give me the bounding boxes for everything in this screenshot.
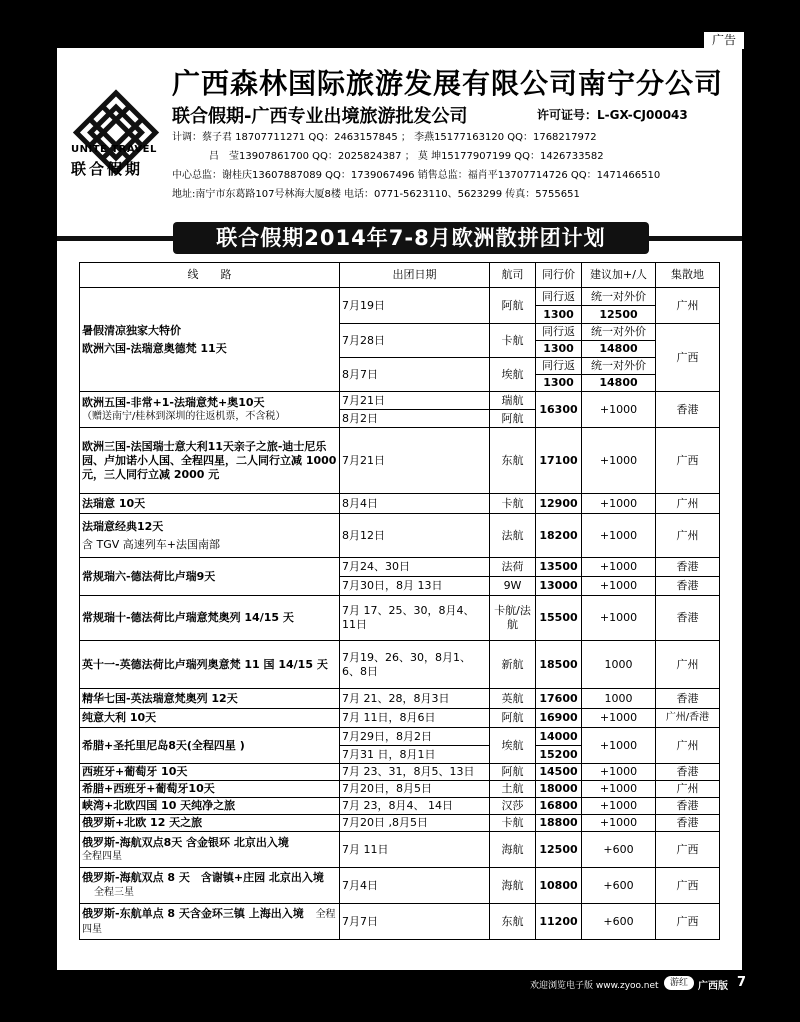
route-note: 全程四星 [82,850,122,862]
airline-cell: 东航 [490,904,536,940]
airline-cell: 法航 [490,514,536,558]
departure-cell: 广西 [656,868,720,904]
peer-price: 11200 [536,904,582,940]
peer-price: 17600 [536,689,582,709]
date-cell: 7月 11日，8月6日 [340,709,490,728]
route-cell: 常规瑞十-德法荷比卢瑞意梵奥列 14/15 天 [80,596,340,641]
table-header-row [80,263,720,288]
peer-price: 16800 [536,798,582,815]
table-row [80,428,720,494]
route-note: 全程四星 [82,908,336,935]
addon-price: +1000 [582,596,656,641]
airline-cell: 海航 [490,832,536,868]
peer-price: 12500 [536,832,582,868]
date-cell: 7月4日 [340,868,490,904]
company-subtitle: 联合假期-广西专业出境旅游批发公司 [172,106,468,127]
ad-tag: 广告 [703,31,745,50]
airline-cell: 卡航 [490,494,536,514]
addon-price: +1000 [582,728,656,764]
airline-cell: 阿航 [490,764,536,781]
date-cell: 7月29日，8月2日 [340,728,490,746]
peer-label: 同行返 [536,324,582,341]
table-row [80,904,720,940]
header-addon: 建议加+/人 [582,263,656,288]
date-cell: 7月 23、31，8月5、13日 [340,764,490,781]
date-cell: 7月 11日 [340,832,490,868]
peer-price: 13500 [536,558,582,577]
departure-cell: 香港 [656,392,720,428]
addon-price: +600 [582,868,656,904]
addon-price: +1000 [582,392,656,428]
endless-knot-logo-icon [69,60,164,210]
peer-price: 16900 [536,709,582,728]
departure-cell: 香港 [656,596,720,641]
departure-cell: 香港 [656,764,720,781]
date-cell: 7月 17、25、30，8月4、11日 [340,596,490,641]
peer-price: 15500 [536,596,582,641]
header-airline: 航司 [490,263,536,288]
airline-cell: 卡航/法航 [490,596,536,641]
date-cell: 8月2日 [340,410,490,428]
airline-cell: 英航 [490,689,536,709]
airline-cell: 汉莎 [490,798,536,815]
page-number: 7 [737,975,747,990]
peer-price: 14500 [536,764,582,781]
price-label: 统一对外价 [582,324,656,341]
table-row [80,558,720,577]
table-row [80,815,720,832]
addon-price: +1000 [582,577,656,596]
departure-cell: 广西 [656,904,720,940]
airline-cell: 瑞航 [490,392,536,410]
departure-cell: 广州 [656,288,720,324]
route-cell: 常规瑞六-德法荷比卢瑞9天 [80,558,340,596]
table-row [80,514,720,558]
contact-line: 计调：蔡子君 18707711271 QQ：2463157845 ； 李燕15177163120 QQ：1768217972 [172,132,597,143]
date-cell: 8月7日 [340,358,490,392]
airline-cell: 9W [490,577,536,596]
footer-logo: 游红 [664,976,694,990]
date-cell: 7月24、30日 [340,558,490,577]
addon-price: +1000 [582,798,656,815]
airline-cell: 埃航 [490,358,536,392]
contact-line: 中心总监：谢桂庆13607887089 QQ：1739067496 销售总监：福肖平13707714726 QQ：1471466510 [172,170,661,181]
date-cell: 7月31 日，8月1日 [340,746,490,764]
departure-cell: 香港 [656,815,720,832]
peer-price: 18200 [536,514,582,558]
peer-price: 18800 [536,815,582,832]
departure-cell: 广西 [656,324,720,392]
address-line: 地址:南宁市东葛路107号林海大厦8楼 电话：0771-5623110、5623299 传真：5755651 [172,189,580,200]
ad-page [57,48,742,970]
table-row [80,709,720,728]
peer-price: 12900 [536,494,582,514]
date-cell: 7月19日 [340,288,490,324]
route-subtitle: 欧洲六国-法瑞意奥德梵 11天 [82,341,227,355]
departure-cell: 广州 [656,641,720,689]
peer-label: 同行返 [536,358,582,375]
table-row [80,728,720,746]
footer-edition: 广西版 [698,981,728,992]
addon-price: +1000 [582,815,656,832]
license-number: 许可证号：L-GX-CJ00043 [537,108,688,122]
airline-cell: 阿航 [490,410,536,428]
departure-cell: 广州 [656,494,720,514]
company-name: 广西森林国际旅游发展有限公司南宁分公司 [172,67,724,100]
table-row [80,288,720,306]
airline-cell: 海航 [490,868,536,904]
departure-cell: 广州 [656,514,720,558]
route-title: 法瑞意经典12天 [82,519,164,533]
unified-price: 14800 [582,375,656,392]
route-cell [80,868,340,904]
table-row [80,689,720,709]
route-title: 俄罗斯-海航双点 8 天 含谢镇+庄园 北京出入境 [82,871,324,884]
table-row [80,392,720,410]
route-title: 俄罗斯-东航单点 8 天含金环三镇 上海出入境 [82,906,304,920]
date-cell: 7月20日，8月5日 [340,781,490,798]
airline-cell: 卡航 [490,815,536,832]
table-row [80,641,720,689]
table-row [80,596,720,641]
peer-price: 18000 [536,781,582,798]
route-cell: 欧洲三国-法国瑞士意大利11天亲子之旅-迪士尼乐园、卢加诺小人国、全程四星，二人同行立减 1000 元，三人同行立减 2000 元 [80,428,340,494]
table-row [80,494,720,514]
footer-website: 欢迎浏览电子版 www.zyoo.net [530,981,659,991]
airline-cell: 土航 [490,781,536,798]
contact-line: 吕 莹13907861700 QQ：2025824387 ； 莫 坤15177907199 QQ：1426733582 [209,151,604,162]
route-cell: 法瑞意 10天 [80,494,340,514]
addon-price: +600 [582,904,656,940]
peer-price: 1300 [536,375,582,392]
peer-price: 17100 [536,428,582,494]
date-cell: 7月 21、28，8月3日 [340,689,490,709]
header-route: 线 路 [80,263,340,288]
peer-price: 15200 [536,746,582,764]
addon-price: +1000 [582,428,656,494]
departure-cell: 香港 [656,577,720,596]
airline-cell: 东航 [490,428,536,494]
route-cell: 峡湾+北欧四国 10 天纯净之旅 [80,798,340,815]
route-cell: 西班牙+葡萄牙 10天 [80,764,340,781]
table-row [80,798,720,815]
date-cell: 7月7日 [340,904,490,940]
departure-cell: 广州 [656,728,720,764]
peer-price: 1300 [536,306,582,324]
departure-cell: 香港 [656,689,720,709]
route-cell [80,514,340,558]
addon-price: 1000 [582,689,656,709]
date-cell: 8月12日 [340,514,490,558]
peer-price: 13000 [536,577,582,596]
unified-price: 14800 [582,341,656,358]
route-cell [80,832,340,868]
route-subtitle: 含 TGV 高速列车+法国南部 [82,537,220,551]
departure-cell: 广州/香港 [656,709,720,728]
peer-price: 10800 [536,868,582,904]
header-departure: 集散地 [656,263,720,288]
departure-cell: 香港 [656,798,720,815]
route-note: 全程三星 [94,887,134,898]
table-row [80,832,720,868]
date-cell: 7月21日 [340,392,490,410]
addon-price: +1000 [582,764,656,781]
table-row [80,781,720,798]
page-title: 联合假期2014年7-8月欧洲散拼团计划 [173,222,649,254]
date-cell: 7月 23，8月4、 14日 [340,798,490,815]
peer-price: 18500 [536,641,582,689]
addon-price: +600 [582,832,656,868]
airline-cell: 法荷 [490,558,536,577]
route-cell [80,392,340,428]
addon-price: +1000 [582,709,656,728]
route-cell: 俄罗斯+北欧 12 天之旅 [80,815,340,832]
header [57,48,742,210]
addon-price: +1000 [582,558,656,577]
date-cell: 7月30日，8月 13日 [340,577,490,596]
logo-chinese: 联合假期 [71,160,144,178]
peer-label: 同行返 [536,288,582,306]
route-cell: 纯意大利 10天 [80,709,340,728]
route-note: （赠送南宁/桂林到深圳的往返机票，不含税） [82,410,286,422]
route-title: 欧洲五国-非常+1-法瑞意梵+奥10天 [82,395,265,409]
date-cell: 8月4日 [340,494,490,514]
route-cell: 精华七国-英法瑞意梵奥列 12天 [80,689,340,709]
tour-table [79,262,720,940]
unified-price: 12500 [582,306,656,324]
price-label: 统一对外价 [582,288,656,306]
route-cell: 希腊+西班牙+葡萄牙10天 [80,781,340,798]
date-cell: 7月28日 [340,324,490,358]
addon-price: +1000 [582,514,656,558]
route-title: 暑假清凉独家大特价 [82,323,181,337]
departure-cell: 广州 [656,781,720,798]
table-row [80,868,720,904]
logo-english: UNITE TRAVEL [71,144,157,155]
date-cell: 7月20日 ,8月5日 [340,815,490,832]
route-cell: 希腊+圣托里尼岛8天(全程四星 ) [80,728,340,764]
departure-cell: 广西 [656,428,720,494]
route-title: 俄罗斯-海航双点8天 含金银环 北京出入境 [82,835,289,849]
route-cell [80,904,340,940]
date-cell: 7月19、26、30，8月1、6、8日 [340,641,490,689]
header-date: 出团日期 [340,263,490,288]
airline-cell: 阿航 [490,709,536,728]
airline-cell: 新航 [490,641,536,689]
airline-cell: 埃航 [490,728,536,764]
date-cell: 7月21日 [340,428,490,494]
price-label: 统一对外价 [582,358,656,375]
peer-price: 16300 [536,392,582,428]
table-row [80,764,720,781]
addon-price: 1000 [582,641,656,689]
peer-price: 1300 [536,341,582,358]
departure-cell: 广西 [656,832,720,868]
route-cell: 英十一-英德法荷比卢瑞列奥意梵 11 国 14/15 天 [80,641,340,689]
departure-cell: 香港 [656,558,720,577]
route-cell [80,288,340,392]
airline-cell: 卡航 [490,324,536,358]
addon-price: +1000 [582,494,656,514]
peer-price: 14000 [536,728,582,746]
airline-cell: 阿航 [490,288,536,324]
addon-price: +1000 [582,781,656,798]
header-peer-price: 同行价 [536,263,582,288]
